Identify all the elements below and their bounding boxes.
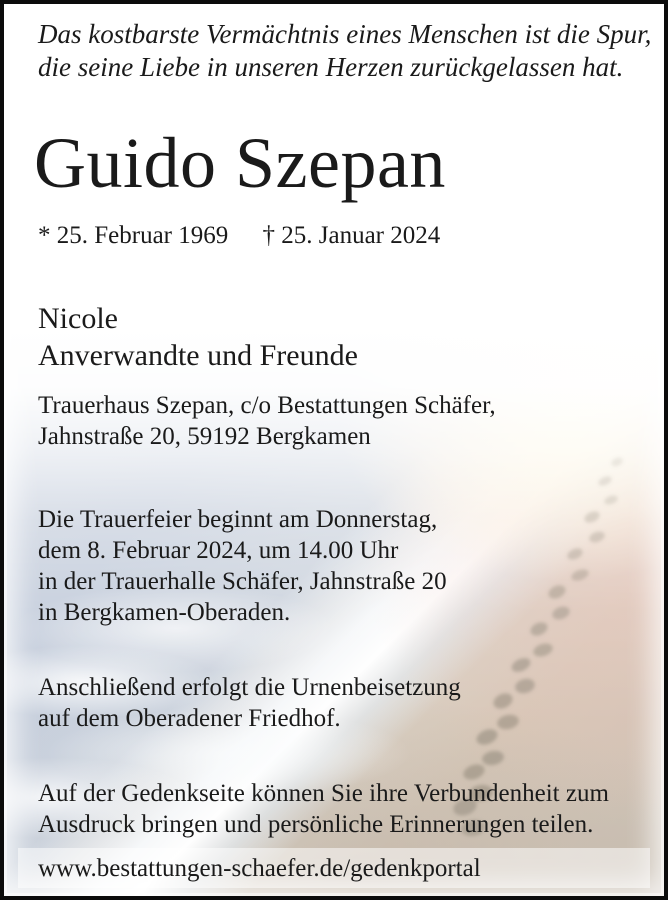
death-date: † 25. Januar 2024 [262, 222, 441, 249]
epigraph-line: die seine Liebe in unseren Herzen zurückgelassen hat. [38, 52, 624, 82]
life-dates [38, 222, 440, 250]
ceremony-line: in der Trauerhalle Schäfer, Jahnstraße 20 [38, 568, 447, 595]
address-line: Jahnstraße 20, 59192 Bergkamen [38, 423, 371, 450]
memorial-note [38, 778, 609, 840]
memorial-url: www.bestattungen-schaefer.de/gedenkportal [38, 855, 481, 882]
birth-date: * 25. Februar 1969 [38, 222, 229, 249]
burial-line: auf dem Oberadener Friedhof. [38, 705, 341, 732]
mourner-line: Nicole [38, 302, 118, 335]
funeral-home-address [38, 390, 496, 452]
memorial-line: Auf der Gedenkseite können Sie ihre Verbundenheit zum [38, 780, 609, 807]
epigraph [38, 18, 651, 84]
ceremony-line: dem 8. Februar 2024, um 14.00 Uhr [38, 537, 399, 564]
mourner-line: Anverwandte und Freunde [38, 339, 358, 372]
ceremony-details [38, 504, 447, 628]
epigraph-line: Das kostbarste Vermächtnis eines Menschen ist die Spur, [38, 19, 652, 49]
burial-line: Anschließend erfolgt die Urnenbeisetzung [38, 674, 461, 701]
ceremony-line: Die Trauerfeier beginnt am Donnerstag, [38, 506, 438, 533]
ceremony-line: in Bergkamen-Oberaden. [38, 599, 291, 626]
mourners [38, 300, 358, 374]
address-line: Trauerhaus Szepan, c/o Bestattungen Schäfer, [38, 392, 496, 419]
deceased-name: Guido Szepan [34, 123, 446, 203]
memorial-line: Ausdruck bringen und persönliche Erinnerungen teilen. [38, 811, 594, 838]
burial-details [38, 672, 461, 734]
